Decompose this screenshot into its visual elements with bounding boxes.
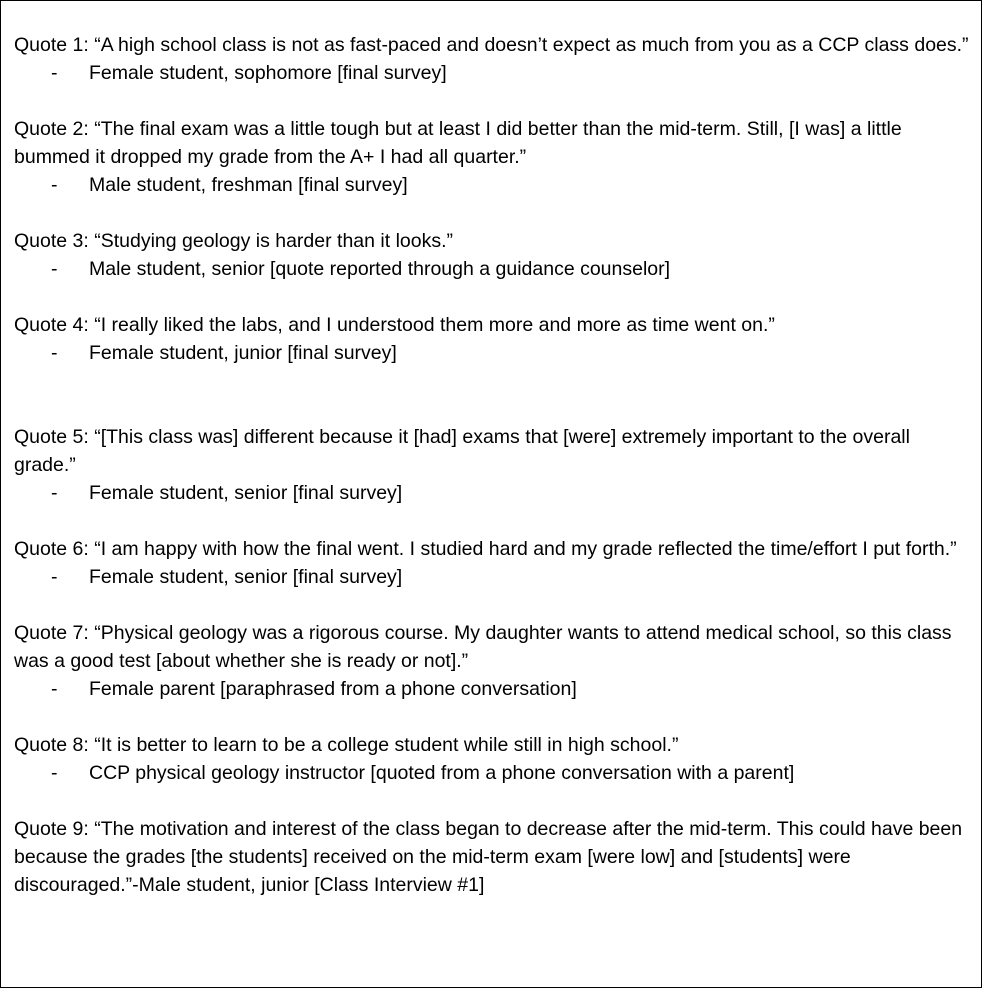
list-dash: - — [51, 62, 58, 84]
quote-attribution — [14, 759, 974, 787]
list-dash: - — [51, 678, 58, 700]
quote-attribution — [14, 339, 974, 367]
quote-text: Quote 1: “A high school class is not as fast-paced and doesn’t expect as much from you as a CCP class does.” — [14, 34, 969, 56]
quote-text: Quote 6: “I am happy with how the final went. I studied hard and my grade reflected the time/effort I put forth.” — [14, 538, 957, 560]
attribution-text: Female parent [paraphrased from a phone conversation] — [89, 678, 577, 700]
quote-attribution — [14, 479, 974, 507]
list-dash: - — [51, 258, 58, 280]
quote-3 — [14, 227, 974, 283]
list-dash: - — [51, 342, 58, 364]
quote-attribution — [14, 255, 974, 283]
attribution-text: CCP physical geology instructor [quoted from a phone conversation with a parent] — [89, 762, 795, 784]
quote-text: Quote 9: “The motivation and interest of the class began to decrease after the mid-term. This could have been because the grades [the students] received on the mid-term exam [were low] and [students] were discouraged.”-Male student, junior [Class Interview #1] — [14, 818, 963, 896]
list-dash: - — [51, 482, 58, 504]
attribution-text: Female student, senior [final survey] — [89, 566, 403, 588]
quote-text: Quote 4: “I really liked the labs, and I understood them more and more as time went on.” — [14, 314, 775, 336]
list-dash: - — [51, 174, 58, 196]
list-dash: - — [51, 762, 58, 784]
quote-4 — [14, 311, 974, 367]
quote-7 — [14, 619, 974, 703]
quote-9 — [14, 815, 974, 899]
attribution-text: Female student, senior [final survey] — [89, 482, 403, 504]
quote-2 — [14, 115, 974, 199]
quote-text: Quote 7: “Physical geology was a rigorous course. My daughter wants to attend medical school, so this class was a good test [about whether she is ready or not].” — [14, 622, 952, 672]
quote-attribution — [14, 563, 974, 591]
quote-text: Quote 5: “[This class was] different because it [had] exams that [were] extremely important to the overall grade.” — [14, 426, 910, 476]
quote-attribution — [14, 59, 974, 87]
quote-8 — [14, 731, 974, 787]
attribution-text: Male student, freshman [final survey] — [89, 174, 408, 196]
quote-text: Quote 2: “The final exam was a little tough but at least I did better than the mid-term. Still, [I was] a little bummed it dropped my grade from the A+ I had all quarter.” — [14, 118, 902, 168]
quote-6 — [14, 535, 974, 591]
quote-attribution — [14, 675, 974, 703]
quote-1 — [14, 31, 974, 87]
quote-5 — [14, 423, 974, 507]
list-dash: - — [51, 566, 58, 588]
quote-attribution — [14, 171, 974, 199]
attribution-text: Male student, senior [quote reported through a guidance counselor] — [89, 258, 671, 280]
quotes-list — [14, 31, 974, 899]
attribution-text: Female student, junior [final survey] — [89, 342, 397, 364]
quote-text: Quote 3: “Studying geology is harder than it looks.” — [14, 230, 453, 252]
quote-text: Quote 8: “It is better to learn to be a college student while still in high school.” — [14, 734, 679, 756]
attribution-text: Female student, sophomore [final survey] — [89, 62, 447, 84]
